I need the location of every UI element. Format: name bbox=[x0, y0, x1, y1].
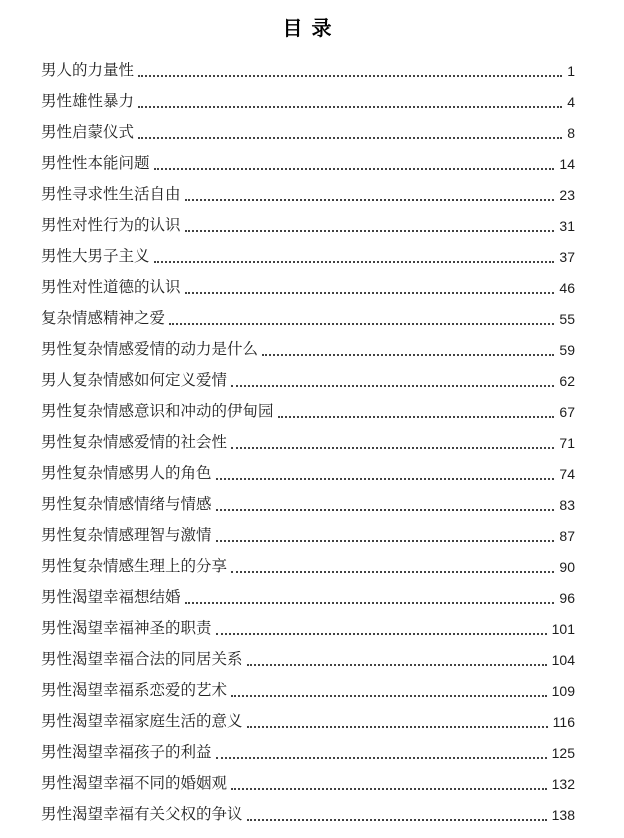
toc-leader-dots bbox=[247, 819, 547, 821]
toc-leader-dots bbox=[138, 137, 562, 139]
toc-entry bbox=[41, 176, 575, 207]
toc-entry bbox=[41, 145, 575, 176]
toc-entry-page: 37 bbox=[559, 249, 575, 265]
toc-leader-dots bbox=[185, 292, 555, 294]
toc-entry-page: 67 bbox=[559, 404, 575, 420]
toc-entry-page: 109 bbox=[551, 683, 575, 699]
toc-entry bbox=[41, 83, 575, 114]
toc-entry-label: 男性对性道德的认识 bbox=[41, 278, 181, 296]
toc-entry-label: 复杂情感精神之爱 bbox=[41, 309, 166, 327]
toc-entry-label: 男性渴望幸福合法的同居关系 bbox=[41, 650, 243, 668]
toc-leader-dots bbox=[185, 230, 555, 232]
toc-entry bbox=[41, 269, 575, 300]
toc-leader-dots bbox=[247, 726, 548, 728]
toc-entry-page: 101 bbox=[551, 621, 575, 637]
toc-entry bbox=[41, 52, 575, 83]
toc-entry-page: 71 bbox=[559, 435, 575, 451]
toc-leader-dots bbox=[138, 106, 562, 108]
toc-leader-dots bbox=[231, 571, 554, 573]
toc-entry-label: 男性渴望幸福不同的婚姻观 bbox=[41, 774, 228, 792]
toc-entry bbox=[41, 672, 575, 703]
toc-leader-dots bbox=[216, 509, 555, 511]
toc-entry bbox=[41, 703, 575, 734]
toc-entry bbox=[41, 393, 575, 424]
toc-entry-page: 8 bbox=[567, 125, 575, 141]
toc-entry bbox=[41, 641, 575, 672]
toc-entry bbox=[41, 362, 575, 393]
toc-list bbox=[41, 52, 575, 827]
toc-leader-dots bbox=[278, 416, 555, 418]
toc-entry-label: 男性大男子主义 bbox=[41, 247, 150, 265]
toc-entry-page: 23 bbox=[559, 187, 575, 203]
toc-entry-page: 87 bbox=[559, 528, 575, 544]
toc-entry-page: 31 bbox=[559, 218, 575, 234]
toc-entry-label: 男性复杂情感男人的角色 bbox=[41, 464, 212, 482]
toc-entry-page: 74 bbox=[559, 466, 575, 482]
toc-entry bbox=[41, 796, 575, 827]
toc-entry bbox=[41, 486, 575, 517]
toc-entry-page: 4 bbox=[567, 94, 575, 110]
toc-entry bbox=[41, 207, 575, 238]
toc-entry-label: 男性渴望幸福家庭生活的意义 bbox=[41, 712, 243, 730]
toc-entry-label: 男性渴望幸福想结婚 bbox=[41, 588, 181, 606]
toc-entry-page: 1 bbox=[567, 63, 575, 79]
page-title: 目 录 bbox=[282, 18, 334, 40]
toc-leader-dots bbox=[216, 540, 555, 542]
toc-entry-page: 125 bbox=[551, 745, 575, 761]
toc-entry-page: 132 bbox=[551, 776, 575, 792]
toc-entry-label: 男性复杂情感生理上的分享 bbox=[41, 557, 228, 575]
toc-leader-dots bbox=[231, 695, 547, 697]
toc-entry-label: 男性复杂情感意识和冲动的伊甸园 bbox=[41, 402, 274, 420]
toc-entry-label: 男性寻求性生活自由 bbox=[41, 185, 181, 203]
toc-entry-page: 138 bbox=[551, 807, 575, 823]
toc-entry-page: 104 bbox=[551, 652, 575, 668]
toc-leader-dots bbox=[154, 261, 555, 263]
toc-leader-dots bbox=[231, 447, 554, 449]
toc-entry-label: 男性对性行为的认识 bbox=[41, 216, 181, 234]
toc-entry-label: 男性性本能问题 bbox=[41, 154, 150, 172]
toc-leader-dots bbox=[169, 323, 554, 325]
toc-entry bbox=[41, 455, 575, 486]
toc-entry bbox=[41, 424, 575, 455]
toc-leader-dots bbox=[216, 633, 547, 635]
toc-entry-page: 59 bbox=[559, 342, 575, 358]
toc-leader-dots bbox=[231, 385, 554, 387]
toc-entry-page: 55 bbox=[559, 311, 575, 327]
toc-entry-page: 62 bbox=[559, 373, 575, 389]
toc-leader-dots bbox=[247, 664, 547, 666]
toc-entry-label: 男性复杂情感情绪与情感 bbox=[41, 495, 212, 513]
toc-entry bbox=[41, 548, 575, 579]
toc-entry bbox=[41, 300, 575, 331]
toc-leader-dots bbox=[185, 602, 555, 604]
toc-entry bbox=[41, 238, 575, 269]
toc-entry-label: 男性渴望幸福系恋爱的艺术 bbox=[41, 681, 228, 699]
toc-leader-dots bbox=[216, 478, 555, 480]
toc-entry-page: 96 bbox=[559, 590, 575, 606]
toc-entry-label: 男性雄性暴力 bbox=[41, 92, 135, 110]
toc-entry bbox=[41, 114, 575, 145]
toc-entry-page: 46 bbox=[559, 280, 575, 296]
toc-entry bbox=[41, 734, 575, 765]
toc-entry bbox=[41, 331, 575, 362]
toc-entry bbox=[41, 610, 575, 641]
toc-leader-dots bbox=[262, 354, 554, 356]
toc-leader-dots bbox=[231, 788, 547, 790]
toc-entry-page: 83 bbox=[559, 497, 575, 513]
toc-entry-label: 男性复杂情感爱情的社会性 bbox=[41, 433, 228, 451]
toc-leader-dots bbox=[185, 199, 555, 201]
toc-entry-page: 116 bbox=[552, 714, 575, 730]
toc-leader-dots bbox=[216, 757, 547, 759]
toc-entry-page: 14 bbox=[559, 156, 575, 172]
toc-leader-dots bbox=[154, 168, 555, 170]
toc-entry-label: 男性复杂情感理智与激情 bbox=[41, 526, 212, 544]
toc-entry-label: 男性启蒙仪式 bbox=[41, 123, 135, 141]
toc-entry-label: 男性渴望幸福有关父权的争议 bbox=[41, 805, 243, 823]
toc-leader-dots bbox=[138, 75, 562, 77]
toc-entry-label: 男性渴望幸福神圣的职责 bbox=[41, 619, 212, 637]
toc-entry-label: 男性复杂情感爱情的动力是什么 bbox=[41, 340, 259, 358]
toc-entry bbox=[41, 579, 575, 610]
toc-entry-label: 男人的力量性 bbox=[41, 61, 135, 79]
toc-entry-page: 90 bbox=[559, 559, 575, 575]
toc-entry-label: 男性渴望幸福孩子的利益 bbox=[41, 743, 212, 761]
toc-entry bbox=[41, 517, 575, 548]
toc-entry-label: 男人复杂情感如何定义爱情 bbox=[41, 371, 228, 389]
toc-entry bbox=[41, 765, 575, 796]
